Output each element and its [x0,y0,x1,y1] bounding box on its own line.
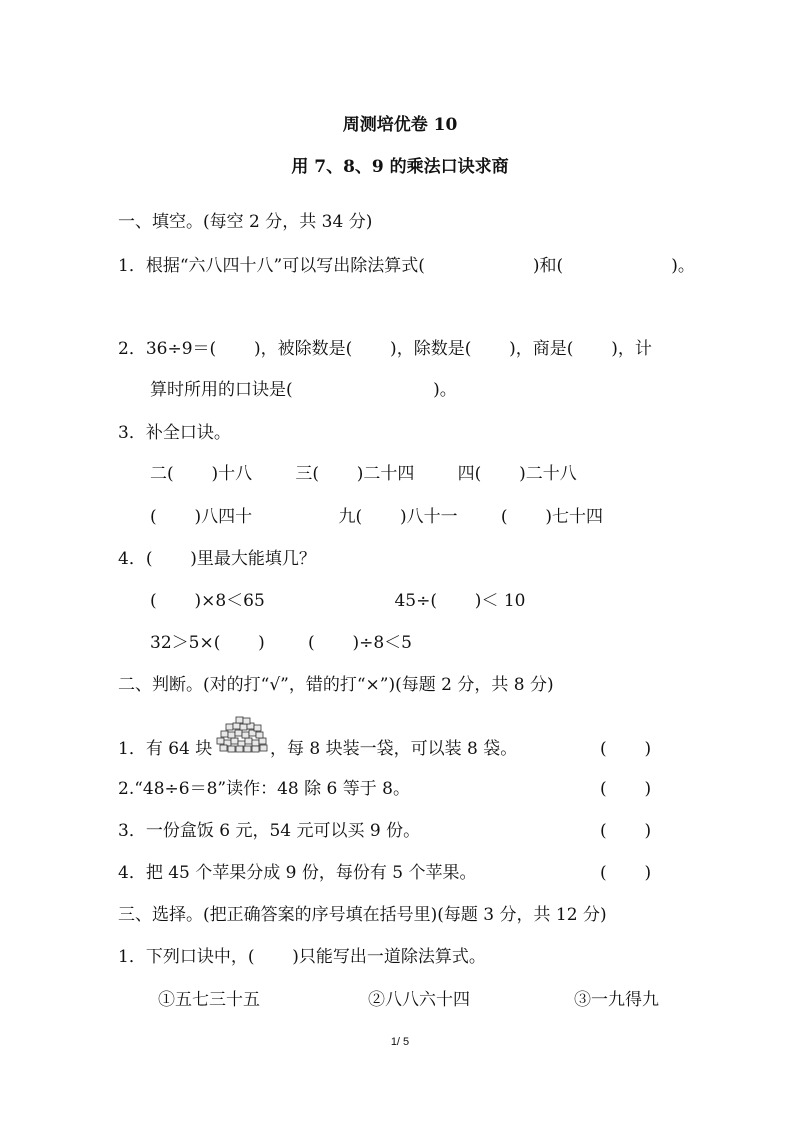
section2-heading: 二、判断。(对的打“√”，错的打“×”)(每题 2 分，共 8 分) [118,675,554,695]
s2-q4-answer-blank[interactable]: ( ) [600,863,652,883]
s2-question-4: 4．把 45 个苹果分成 9 份，每份有 5 个苹果。 [118,863,477,883]
page-title: 周测培优卷 10 [342,115,458,135]
s3-option-3: ③一九得九 [574,990,659,1010]
s1-question-1: 1．根据“六八四十八”可以写出除法算式( )和( )。 [118,256,695,276]
section1-heading: 一、填空。(每空 2 分，共 34 分) [118,212,373,232]
s1-question-4-label: 4．( )里最大能填几？ [118,549,316,569]
s1-question-3-label: 3．补全口诀。 [118,423,231,443]
s2-q1-answer-blank[interactable]: ( ) [600,739,652,759]
s1-question-2-line2: 算时所用的口诀是( )。 [150,380,457,400]
blocks-pile-image [215,716,269,754]
s2-question-1-before: 1．有 64 块 [118,739,213,759]
s2-question-1-after: ，每 8 块装一袋，可以装 8 袋。 [270,739,518,759]
page-number: 1/ 5 [390,1036,410,1048]
s3-question-1: 1．下列口诀中，( )只能写出一道除法算式。 [118,947,486,967]
s1-question-4-row1: ( )×8＜65 45÷( )＜ 10 [150,591,526,611]
page-subtitle: 用 7、8、9 的乘法口诀求商 [291,157,509,177]
s1-question-3-row1: 二( )十八 三( )二十四 四( )二十八 [150,464,577,484]
s2-q2-answer-blank[interactable]: ( ) [600,779,652,799]
s3-option-1: ①五七三十五 [158,990,260,1010]
s2-q3-answer-blank[interactable]: ( ) [600,821,652,841]
s3-option-2: ②八八六十四 [368,990,470,1010]
s2-question-3: 3．一份盒饭 6 元，54 元可以买 9 份。 [118,821,421,841]
s1-question-3-row2: ( )八四十 九( )八十一 ( )七十四 [150,507,603,527]
s1-question-2-line1: 2．36÷9＝( )，被除数是( )，除数是( )，商是( )，计 [118,339,652,359]
section3-heading: 三、选择。(把正确答案的序号填在括号里)(每题 3 分，共 12 分) [118,905,607,925]
s1-question-4-row2: 32＞5×( ) ( )÷8＜5 [150,633,412,653]
s2-question-2: 2.“48÷6＝8”读作：48 除 6 等于 8。 [118,779,410,799]
